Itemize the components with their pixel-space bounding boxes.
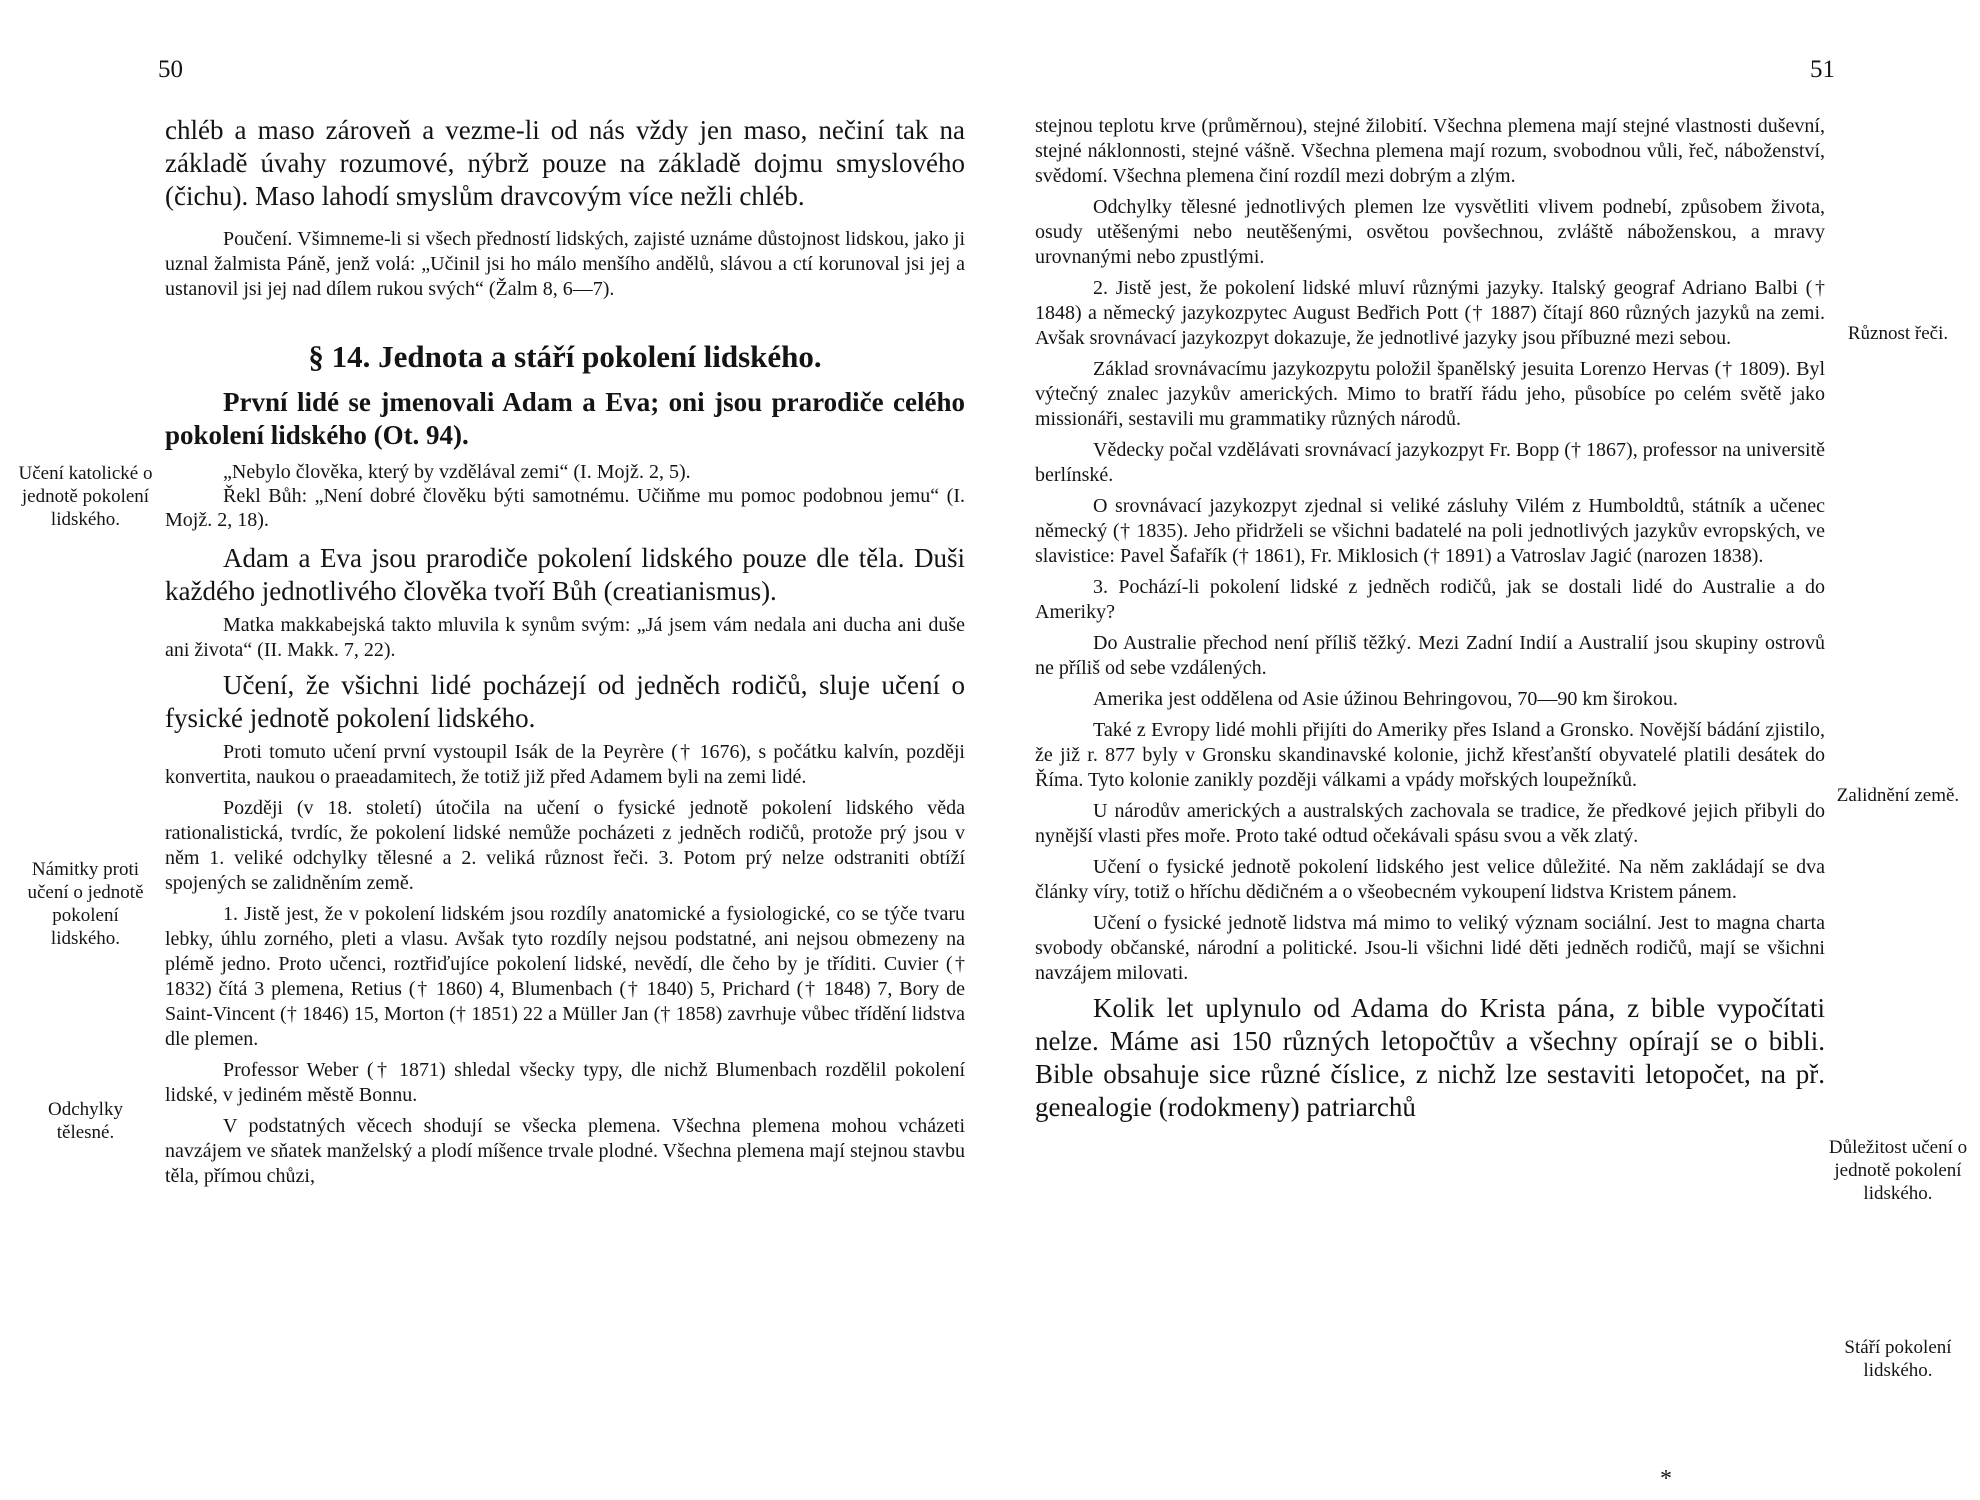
paragraph: Odchylky tělesné jednotlivých plemen lze vysvětliti vlivem podnebí, způsobem života, osudy utěšenými nebo neutěšenými, osvětou povšechnou, zvláště náboženskou, a mravy urovnanými nebo zpustlými. [1035,196,1825,268]
margin-note-stari: Stáří pokolení lidského. [1844,1337,1952,1381]
paragraph: O srovnávací jazykozpyt zjednal si veliké zásluhy Vilém z Humboldtů, státník a učenec německý († 1835). Jeho přidrželi se všichni badatelé na poli jednotlivých jazykův evropských, ve slavistice: Pavel Šafařík († 1861), Fr. Miklosich († 1891) a Vatroslav Jagić (narozen 1838). [1035,495,1825,567]
paragraph: V podstatných věcech shodují se všecka plemena. Všechna plemena mohou vcházeti navzájem ve sňatek manželský a plodí míšence trvale plodné. Všechna plemena mají stejnou stavbu těla, přímou chůzi, [165,1115,965,1187]
paragraph: Učení o fysické jednotě lidstva má mimo to veliký význam sociální. Jest to magna charta svobody občanské, národní a politické. Jsou-li všichni lidé děti jedněch rodičů, mají se všichni navzájem milovati. [1035,912,1825,984]
paragraph: Kolik let uplynulo od Adama do Krista pána, z bible vypočítati nelze. Máme asi 150 různých letopočtův a všechny opírají se o bibli. Bible obsahuje sice různé číslice, z nichž lze sestaviti letopočet, na př. genealogie (rodokmeny) patriarchů [1035,993,1825,1122]
quote: Řekl Bůh: „Není dobré člověku býti samotnému. Učiňme mu pomoc podobnou jemu“ (I. Mojž. 2, 18). [165,485,965,531]
paragraph: 3. Pochází-li pokolení lidské z jedněch rodičů, jak se dostali lidé do Australie a do Ameriky? [1035,576,1825,623]
left-body-text [165,114,965,1195]
paragraph: 1. Jistě jest, že v pokolení lidském jsou rozdíly anatomické a fysiologické, co se týče tvaru lebky, úhlu zorného, pleti a vlasu. Avšak tyto rozdíly nejsou podstatné, ani nejsou obmezeny na plémě jedno. Proto učenci, roztřiďujíce pokolení lidské, nevědí, dle čeho by je tříditi. Cuvier († 1832) čítá 3 plemena, Retius († 1860) 4, Blumenbach († 1840) 5, Prichard († 1848) 7, Bory de Saint-Vincent († 1846) 15, Morton († 1851) 22 a Müller Jan († 1858) zavrhuje vůbec třídění lidstva dle plemen. [165,903,965,1050]
paragraph: Učení o fysické jednotě pokolení lidského jest velice důležité. Na něm zakládají se dva články víry, totiž o hříchu dědičném a o všeobecném vykoupení lidstva Kristem pánem. [1035,856,1825,903]
paragraph: stejnou teplotu krve (průměrnou), stejné žilobití. Všechna plemena mají stejné vlastnosti duševní, stejné náklonnosti, stejné vášně. Všechna plemena mají rozum, svobodnou vůli, řeč, náboženství, svědomí. Všechna plemena činí rozdíl mezi dobrým a zlým. [1035,115,1825,187]
margin-note-namitky: Námitky proti učení o jednotě pokolení lidského. [27,859,144,949]
paragraph: U národův amerických a australských zachovala se tradice, že předkové jejich přibyli do nynější vlasti přes moře. Proto také odtud očekávali spásu svou a věk zlatý. [1035,800,1825,847]
margin-note-rUznost-reci: Různost řeči. [1847,323,1949,344]
paragraph: Základ srovnávacímu jazykozpytu položil španělský jesuita Lorenzo Hervas († 1809). Byl výtečný znalec jazykův amerických. Mimo to bratří řádu jeho, působíce po celém světě jako missionáři, sestavili mu grammatiky různých národů. [1035,358,1825,430]
quote: „Nebylo člověka, který by vzdělával zemi“ (I. Mojž. 2, 5). [223,461,691,483]
paragraph: Do Australie přechod není příliš těžký. Mezi Zadní Indií a Australií jsou skupiny ostrovů ne příliš od sebe vzdálených. [1035,632,1825,679]
page-number-left: 50 [158,56,183,83]
paragraph: chléb a maso zároveň a vezme-li od nás vždy jen maso, nečiní tak na základě úvahy rozumové, nýbrž pouze na základě dojmu smyslového (čichu). Maso lahodí smyslům dravcovým více nežli chléb. [165,115,965,211]
right-page [990,0,1980,1500]
paragraph: Adam a Eva jsou prarodiče pokolení lidského pouze dle těla. Duši každého jednotlivého člověka tvoří Bůh (creatianismus). [165,543,965,606]
margin-note-dulezitost: Důležitost učení o jednotě pokolení lidského. [1828,1137,1968,1204]
paragraph: Matka makkabejská takto mluvila k synům svým: „Já jsem vám nedala ani ducha ani duše ani života“ (II. Makk. 7, 22). [165,614,965,661]
paragraph: Amerika jest oddělena od Asie úžinou Behringovou, 70—90 km širokou. [1093,688,1678,710]
margin-note-zalidneni: Zalidnění země. [1836,785,1960,806]
section-lead: První lidé se jmenovali Adam a Eva; oni jsou prarodiče celého pokolení lidského (Ot. 94). [165,387,965,450]
footer-asterisk: * [1660,1466,1672,1492]
paragraph: Professor Weber († 1871) shledal všecky typy, dle nichž Blumenbach rozdělil pokolení lidské, v jediném městě Bonnu. [165,1059,965,1106]
paragraph: Vědecky počal vzdělávati srovnávací jazykozpyt Fr. Bopp († 1867), professor na universitě berlínské. [1035,439,1825,486]
paragraph: 2. Jistě jest, že pokolení lidské mluví různými jazyky. Italský geograf Adriano Balbi († 1848) a německý jazykozpytec August Bedřich Pott († 1887) čítají 860 různých jazyků na zemi. Avšak srovnávací jazykozpyt dokazuje, že jednotlivé jazyky jsou příbuzné mezi sebou. [1035,277,1825,349]
right-body-text [1035,114,1825,1129]
paragraph: Později (v 18. století) útočila na učení o fysické jednotě pokolení lidského věda rationalistická, tvrdíc, že pokolení lidské nemůže pocházeti z jedněch rodičů, protože prý jsou v něm 1. veliké odchylky tělesné a 2. veliká různost řeči. 3. Potom prý nelze odstraniti obtíží spojených se zalidněním země. [165,797,965,894]
paragraph: Proti tomuto učení první vystoupil Isák de la Peyrère († 1676), s počátku kalvín, později konvertita, naukou o praeadamitech, že totiž již před Adamem byli na zemi lidé. [165,741,965,788]
page-number-right: 51 [1810,56,1835,83]
paragraph: Také z Evropy lidé mohli přijíti do Ameriky přes Island a Gronsko. Novější bádání zjistilo, že již r. 877 byly v Gronsku skandinavské kolonie, jichž křesťanští obyvatelé platili desátek do Říma. Tyto kolonie zanikly později válkami a vpády mořských loupežníků. [1035,719,1825,791]
margin-note-katolicke-uceni: Učení katolické o jednotě pokolení lidského. [18,463,153,530]
paragraph-pouceni: Poučení. Všimneme-li si všech předností lidských, zajisté uznáme důstojnost lidskou, jako ji uznal žalmista Páně, jenž volá: „Učinil jsi ho málo menšího andělů, slávou a ctí korunoval jsi jej a ustanovil jsi jej nad dílem rukou svých“ (Žalm 8, 6—7). [165,228,965,300]
paragraph: Učení, že všichni lidé pocházejí od jedněch rodičů, sluje učení o fysické jednotě pokolení lidského. [165,670,965,733]
section-heading: § 14. Jednota a stáří pokolení lidského. [308,339,822,374]
margin-note-odchylky: Odchylky tělesné. [48,1099,123,1143]
